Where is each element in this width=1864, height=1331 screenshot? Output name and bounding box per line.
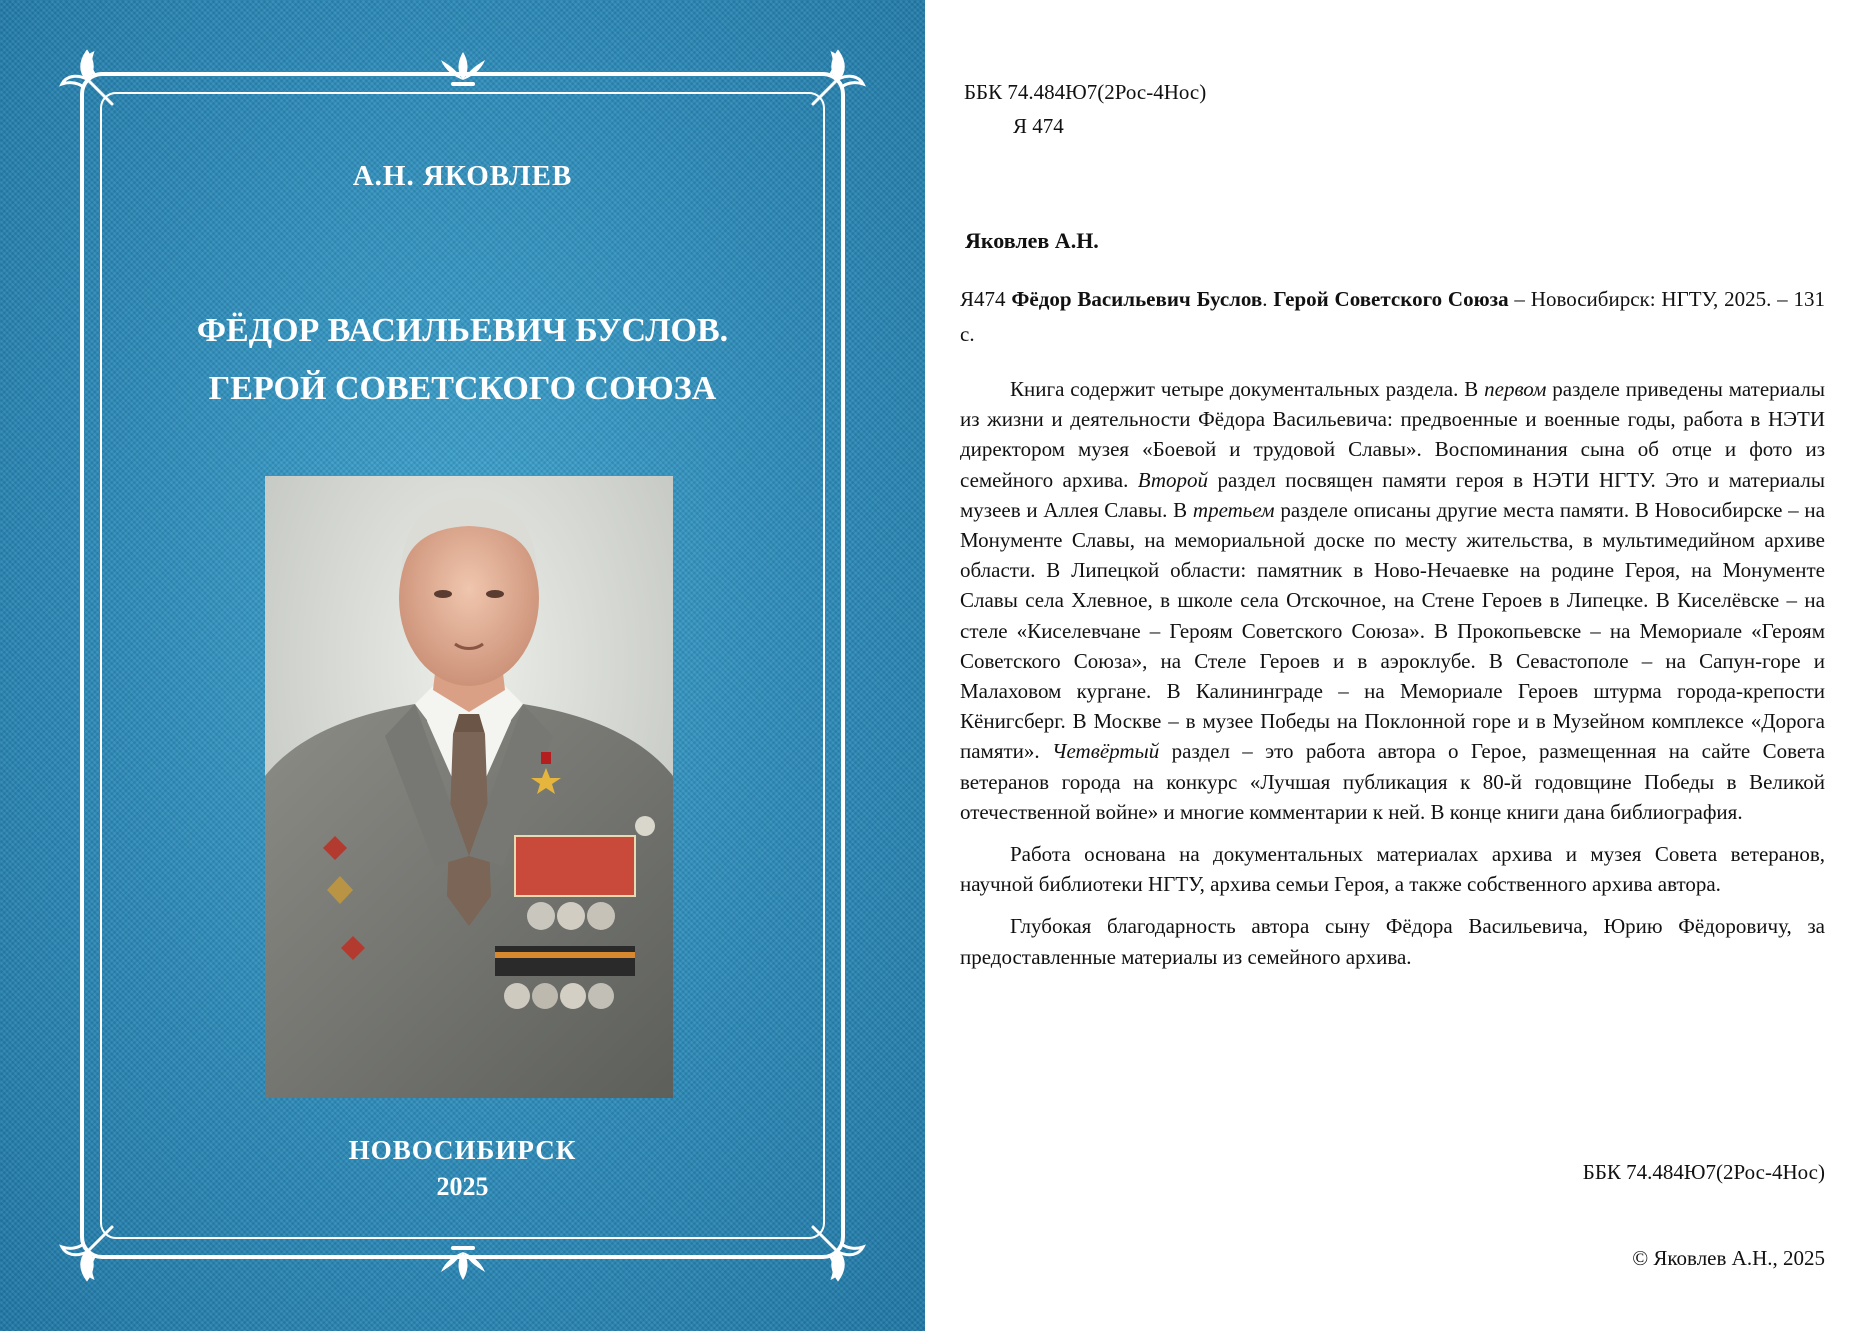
cover-title-line2: ГЕРОЙ СОВЕТСКОГО СОЮЗА	[208, 370, 717, 407]
entry-title: Фёдор Васильевич Буслов	[1011, 287, 1263, 311]
lotus-ornament-icon	[437, 50, 489, 94]
abstract	[960, 374, 1825, 984]
text-run: раздел посвящен памяти героя в НЭТИ НГТУ. Это и материалы музеев и Аллея Славы. В	[960, 467, 1825, 522]
fleur-de-lis-icon	[52, 44, 122, 114]
copyright-notice: © Яковлев А.Н., 2025	[1632, 1246, 1825, 1270]
fleur-de-lis-icon	[803, 44, 873, 114]
emphasis: Второй	[1137, 467, 1209, 492]
cover-title	[0, 302, 925, 418]
portrait-photo	[265, 476, 673, 1098]
text-run: разделе описаны другие места памяти. В Новосибирске – на Монументе Славы, на мемориальной доске по месту жительства, в мультимедийном архиве области. В Липецкой области: памятник в Ново-Нечаевке на родине Героя, на Монументе Славы села Хлевное, в школе села Отскочное, на Стене Героев в Липецке. В Киселёвске – на стеле «Киселевчане – Героям Советского Союза». В Прокопьевске – на Мемориале «Героям Советского Союза», на Стеле Героев и в аэроклубе. В Севастополе – на Сапун-горе и Малаховом кургане. В Калининграде – на Мемориале Героев штурма города-крепости Кёнигсберг. В Москве – в музее Победы на Поклонной горе и в Музейном комплексе «Дорога памяти».	[960, 497, 1825, 764]
bbk-code-bottom: ББК 74.484Ю7(2Рос-4Нос)	[1582, 1160, 1825, 1184]
emphasis: Четвёртый	[1052, 739, 1160, 764]
cover-title-line1: ФЁДОР ВАСИЛЬЕВИЧ БУСЛОВ.	[196, 312, 729, 349]
abstract-paragraph-3: Глубокая благодарность автора сыну Фёдора Васильевича, Юрию Фёдоровичу, за предоставленные материалы из семейного архива.	[960, 914, 1825, 969]
emphasis: первом	[1484, 377, 1547, 401]
text-run: Книга содержит четыре документальных раздела. В	[1010, 377, 1485, 401]
abstract-paragraph-1	[960, 374, 1825, 827]
cover-city: НОВОСИБИРСК	[348, 1135, 577, 1165]
entry-code: Я474	[960, 287, 1006, 311]
fleur-de-lis-icon	[803, 1217, 873, 1287]
entry-subtitle: Герой Советского Союза	[1273, 287, 1509, 311]
bibliographic-entry	[960, 282, 1825, 352]
text-run: разделе приведены материалы из жизни и деятельности Фёдора Васильевича: предвоенные и военные годы, работа в НЭТИ директором музея «Боевой и трудовой Славы». Воспоминания сына об отце и фото из семейного архива.	[960, 377, 1826, 492]
cover-year: 2025	[436, 1172, 489, 1201]
cover-author: А.Н. ЯКОВЛЕВ	[352, 160, 573, 192]
imprint-page	[925, 0, 1864, 1331]
author-heading: Яковлев А.Н.	[965, 228, 1099, 253]
entry-separator: .	[1262, 287, 1274, 311]
text-run: раздел – это работа автора о Герое, размещенная на сайте Совета ветеранов города на конкурс «Лучшая публикация к 80-й годовщине Победы в Великой отечественной войне» и многие комментарии к ней. В конце книги дана библиография.	[960, 739, 1825, 824]
emphasis: третьем	[1192, 497, 1275, 522]
bbk-code: ББК 74.484Ю7(2Рос-4Нос)	[964, 80, 1207, 104]
fleur-de-lis-icon	[52, 1217, 122, 1287]
entry-publication: – Новосибирск: НГТУ, 2025. – 131 с.	[960, 287, 1826, 346]
author-sign: Я 474	[1013, 114, 1064, 138]
lotus-ornament-icon	[437, 1238, 489, 1282]
book-cover	[0, 0, 925, 1331]
abstract-paragraph-2: Работа основана на документальных материалах архива и музея Совета ветеранов, научной библиотеки НГТУ, архива семьи Героя, а также собственного архива автора.	[960, 842, 1825, 897]
